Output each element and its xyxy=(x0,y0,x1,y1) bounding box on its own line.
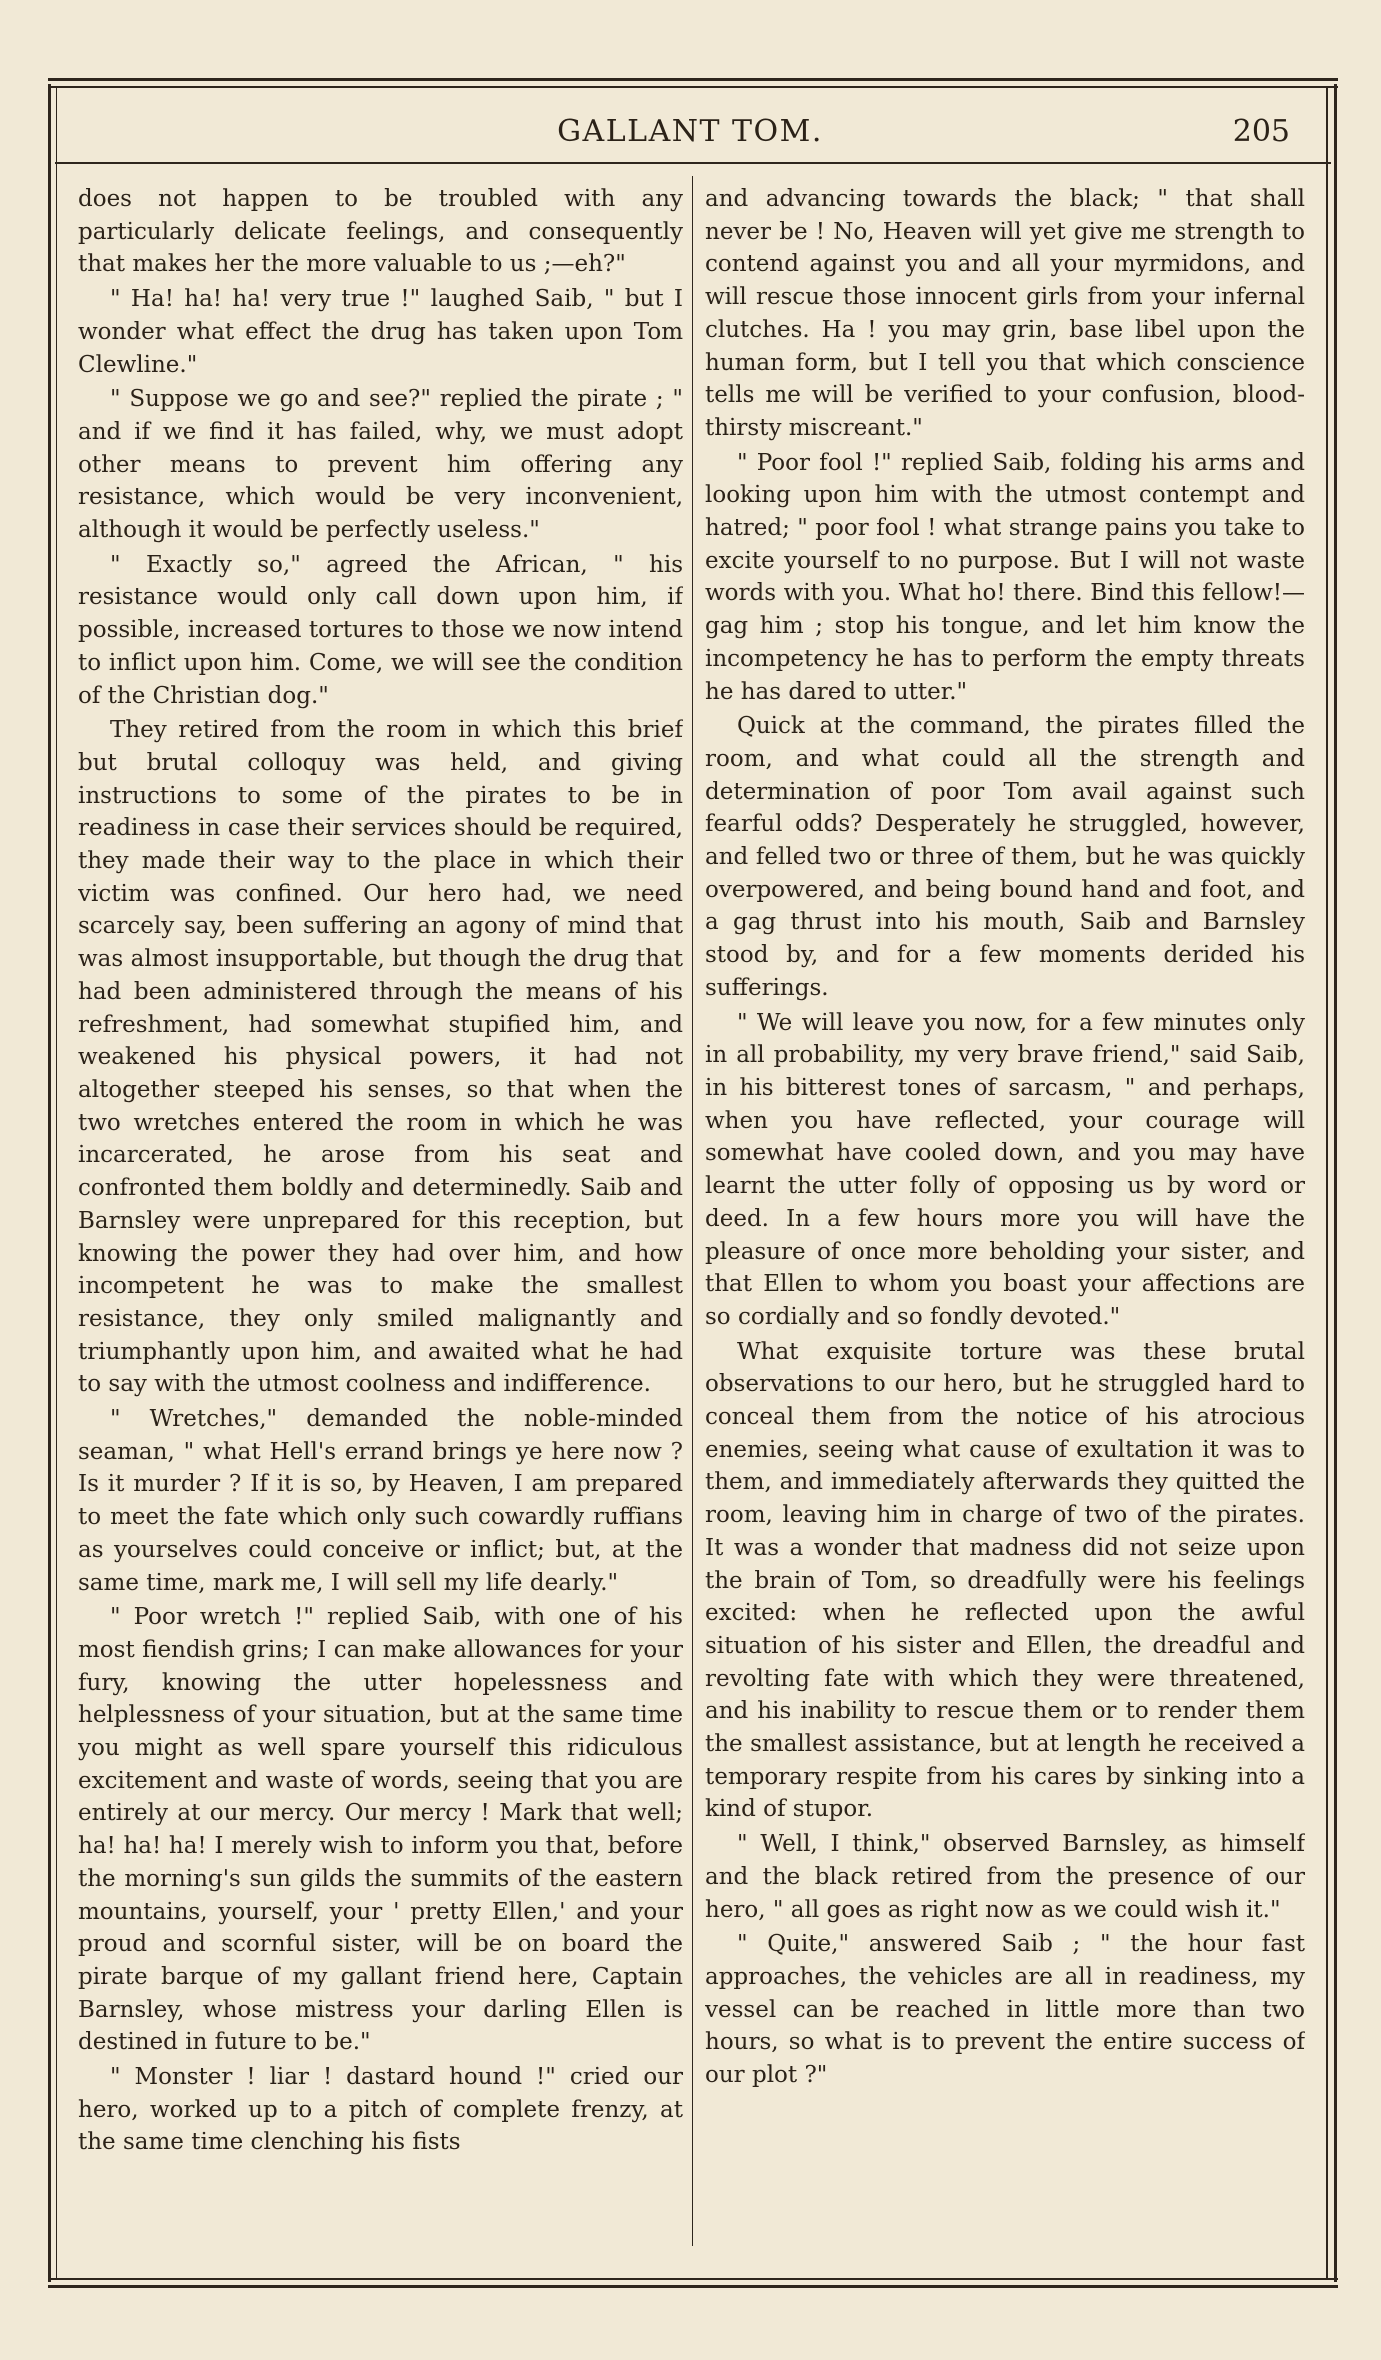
paragraph: Quick at the command, the pirates filled the room, and what could all the strength and determination of poor Tom avail against such fearful odds? Desperately he struggled, however, and felled two or three of them, but he was quickly overpowered, and being bound hand and foot, and a gag thrust into his mouth, Saib and Barnsley stood by, and for a few moments derided his sufferings. xyxy=(705,713,1305,1001)
paragraph: They retired from the room in which this brief but brutal colloquy was held, and giving instructions to some of the pirates to be in readiness in case their services should be required, they made their way to the place in which their victim was confined. Our hero had, we need scarcely say, been suffering an agony of mind that was almost insupportable, but though the drug that had been administered through the means of his refreshment, had somewhat stupified him, and weakened his physical powers, it had not altogether steeped his senses, so that when the two wretches entered the room in which he was incarcerated, he arose from his seat and confronted them boldly and determinedly. Saib and Barnsley were unprepared for this reception, but knowing the power they had over him, and how incompetent he was to make the smallest resistance, they only smiled malignantly and triumphantly upon him, and awaited what he had to say with the utmost coolness and indifference. xyxy=(78,717,683,1398)
column-divider xyxy=(692,176,693,2246)
paragraph: does not happen to be troubled with any particularly delicate feelings, and consequently that makes her the more valuable to us ;—eh?" xyxy=(78,186,683,278)
paragraph: " Quite," answered Saib ; " the hour fast approaches, the vehicles are all in readiness, my vessel can be reached in little more than two hours, so what is to prevent the entire success of our plot ?" xyxy=(705,1931,1305,2089)
paragraph: What exquisite torture was these brutal observations to our hero, but he struggled hard to conceal them from the notice of his atrocious enemies, seeing what cause of exultation it was to them, and immediately afterwards they quitted the room, leaving him in charge of two of the pirates. It was a wonder that madness did not seize upon the brain of Tom, so dreadfully were his feelings excited: when he reflected upon the awful situation of his sister and Ellen, the dreadful and revolting fate with which they were threatened, and his inability to rescue them or to render them the smallest assistance, but at length he received a temporary respite from his cares by sinking into a kind of stupor. xyxy=(705,1338,1305,1823)
top-double-rule-upper xyxy=(48,78,1338,81)
left-inner-border xyxy=(56,88,57,2278)
paragraph: and advancing towards the black; " that shall never be ! No, Heaven will yet give me strength to contend against you and all your myrmidons, and will rescue those innocent girls from your infernal clutches. Ha ! you may grin, base libel upon the human form, but I tell you that which conscience tells me will be verified to your confusion, blood-thirsty miscreant." xyxy=(705,186,1305,441)
running-title: GALLANT TOM. xyxy=(557,114,823,149)
paragraph: " Poor wretch !" replied Saib, with one of his most fiendish grins; I can make allowances for your fury, knowing the utter hopelessness and helplessness of your situation, but at the same time you might as well spare yourself this ridiculous excitement and waste of words, seeing that you are entirely at our mercy. Our mercy ! Mark that well; ha! ha! ha! I merely wish to inform you that, before the morning's sun gilds the summits of the eastern mountains, yourself, your ' pretty Ellen,' and your proud and scornful sister, will be on board the pirate barque of my gallant friend here, Captain Barnsley, whose mistress your darling Ellen is destined in future to be." xyxy=(78,1604,683,2056)
paragraph: " We will leave you now, for a few minutes only in all probability, my very brave friend," said Saib, in his bitterest tones of sarcasm, " and perhaps, when you have reflected, your courage will somewhat have cooled down, and you may have learnt the utter folly of opposing us by word or deed. In a few hours more you will have the pleasure of once more beholding your sister, and that Ellen to whom you boast your affections are so cordially and so fondly devoted." xyxy=(705,1009,1305,1330)
page-number: 205 xyxy=(1232,114,1290,149)
paragraph: " Wretches," demanded the noble-minded seaman, " what Hell's errand brings ye here now ? Is it murder ? If it is so, by Heaven, I am prepared to meet the fate which only such cowardly ruffians as yourselves could conceive or inflict; but, at the same time, mark me, I will sell my life dearly." xyxy=(78,1406,683,1596)
left-text-column xyxy=(78,183,683,2243)
bottom-double-rule-lower xyxy=(48,2285,1338,2288)
paragraph: " Monster ! liar ! dastard hound !" cried our hero, worked up to a pitch of complete frenzy, at the same time clenching his fists xyxy=(78,2064,683,2156)
left-outer-border xyxy=(48,84,51,2282)
bottom-double-rule-upper xyxy=(48,2278,1338,2280)
right-outer-border xyxy=(1334,84,1337,2282)
right-text-column xyxy=(705,183,1305,2243)
paragraph: " Ha! ha! ha! very true !" laughed Saib, " but I wonder what effect the drug has taken upon Tom Clewline." xyxy=(78,286,683,378)
right-inner-border xyxy=(1326,88,1328,2278)
paragraph: " Poor fool !" replied Saib, folding his arms and looking upon him with the utmost contempt and hatred; " poor fool ! what strange pains you take to excite yourself to no purpose. But I will not waste words with you. What ho! there. Bind this fellow!—gag him ; stop his tongue, and let him know the incompetency he has to perform the empty threats he has dared to utter." xyxy=(705,449,1305,705)
paragraph: " Well, I think," observed Barnsley, as himself and the black retired from the presence of our hero, " all goes as right now as we could wish it." xyxy=(705,1831,1305,1923)
paragraph: " Suppose we go and see?" replied the pirate ; " and if we find it has failed, why, we must adopt other means to prevent him offering any resistance, which would be very inconvenient, although it would be perfectly useless." xyxy=(78,386,683,544)
paragraph: " Exactly so," agreed the African, " his resistance would only call down upon him, if possible, increased tortures to those we now intend to inflict upon him. Come, we will see the condition of the Christian dog." xyxy=(78,551,683,709)
header-underline xyxy=(55,162,1331,164)
top-double-rule-lower xyxy=(48,86,1338,88)
page-header xyxy=(60,108,1320,158)
